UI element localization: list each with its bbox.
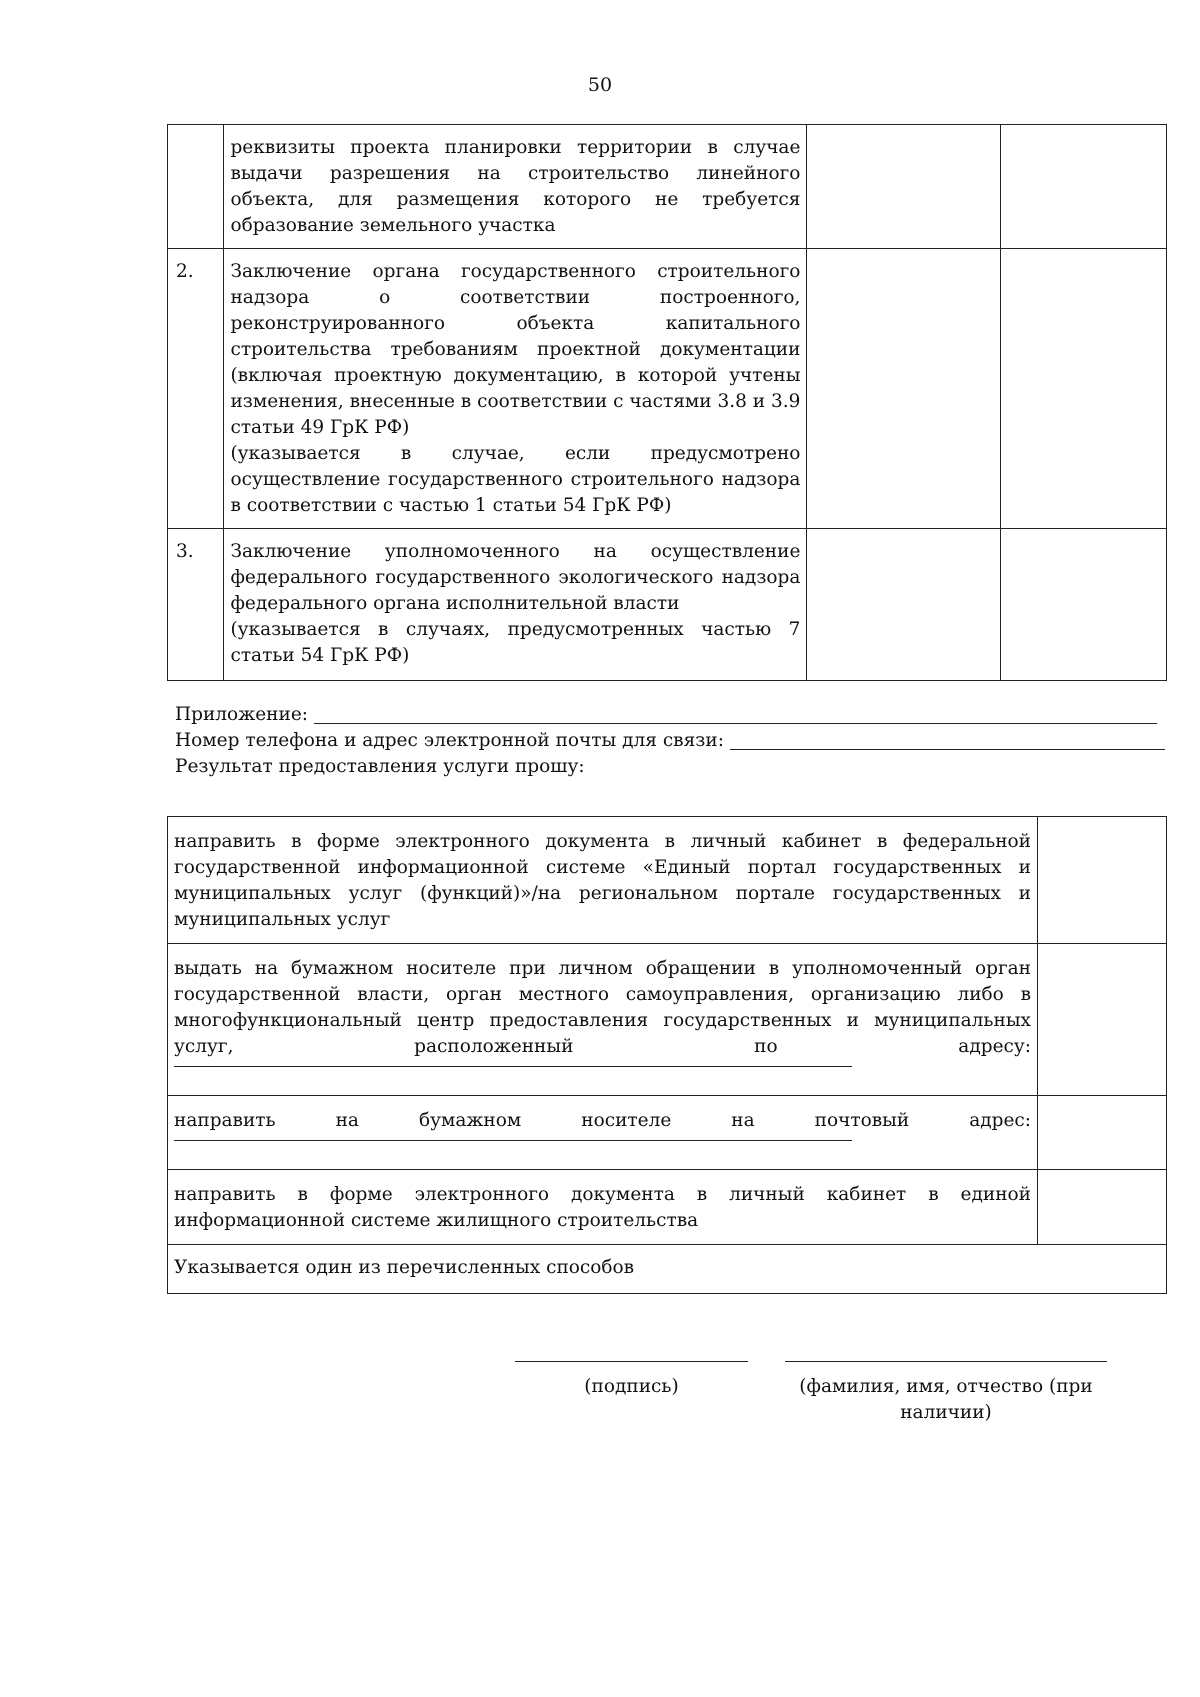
table-row <box>168 1170 1167 1245</box>
result-option-housing-system: направить в форме электронного документа в личный кабинет в единой информационной системе жилищного строительства <box>168 1170 1038 1245</box>
result-label: Результат предоставления услуги прошу: <box>175 756 585 777</box>
documents-table <box>167 124 1167 681</box>
page-number: 50 <box>587 74 613 96</box>
result-option-paper-mail: направить на бумажном носителе на почтовый адрес: <box>168 1096 1038 1170</box>
result-options-table <box>167 816 1167 1294</box>
row-details-cell[interactable] <box>807 529 1001 681</box>
result-option-checkbox[interactable] <box>1038 944 1167 1096</box>
signature-label: (подпись) <box>584 1376 679 1397</box>
table-row <box>168 944 1167 1096</box>
table-row <box>168 529 1167 681</box>
row-details-cell[interactable] <box>807 125 1001 249</box>
attachment-field[interactable] <box>314 723 1157 724</box>
row-number: 2. <box>168 249 224 529</box>
full-name-label-line1: (фамилия, имя, отчество (при <box>799 1376 1093 1397</box>
row-description: Заключение уполномоченного на осуществление федерального государственного экологического надзора федерального органа исполнительной власти (указывается в случаях, предусмотренных частью 7 статьи 54 ГрК РФ) <box>224 529 807 681</box>
row-description: реквизиты проекта планировки территории в случае выдачи разрешения на строительство линейного объекта, для размещения которого не требуется образование земельного участка <box>224 125 807 249</box>
row-details-cell[interactable] <box>807 249 1001 529</box>
table-row <box>168 125 1167 249</box>
signature-line[interactable] <box>515 1361 748 1362</box>
result-row <box>175 754 1165 780</box>
full-name-label-line2: наличии) <box>900 1402 992 1423</box>
row-description: Заключение органа государственного строительного надзора о соответствии построенного, реконструированного объекта капитального строительства требованиям проектной документации (включая проектную документацию, в которой учтены изменения, внесенные в соответствии с частями 3.8 и 3.9 статьи 49 ГрК РФ) (указывается в случае, если предусмотрено осуществление государственного строительного надзора в соответствии с частью 1 статьи 54 ГрК РФ) <box>224 249 807 529</box>
attachment-label: Приложение: <box>175 704 309 725</box>
full-name-block <box>785 1361 1107 1426</box>
result-option-checkbox[interactable] <box>1038 1170 1167 1245</box>
table-row <box>168 1096 1167 1170</box>
result-option-paper-in-person: выдать на бумажном носителе при личном обращении в уполномоченный орган государственной власти, орган местного самоуправления, организацию либо в многофункциональный центр предоставления государственных и муниципальных услуг, расположенный по адресу: <box>168 944 1038 1096</box>
signature-block <box>515 1361 748 1400</box>
contact-row <box>175 728 1165 754</box>
contact-field[interactable] <box>730 749 1165 750</box>
table-row <box>168 1245 1167 1294</box>
row-remarks-cell[interactable] <box>1001 249 1167 529</box>
result-option-electronic-portal: направить в форме электронного документа в личный кабинет в федеральной государственной информационной системе «Единый портал государственных и муниципальных услуг (функций)»/на региональном портале государственных и муниципальных услуг <box>168 817 1038 944</box>
full-name-line[interactable] <box>785 1361 1107 1362</box>
row-number <box>168 125 224 249</box>
row-number: 3. <box>168 529 224 681</box>
result-option-checkbox[interactable] <box>1038 817 1167 944</box>
result-note: Указывается один из перечисленных способов <box>168 1245 1167 1294</box>
table-row <box>168 817 1167 944</box>
table-row <box>168 249 1167 529</box>
application-fields <box>175 702 1165 780</box>
result-option-checkbox[interactable] <box>1038 1096 1167 1170</box>
contact-label: Номер телефона и адрес электронной почты для связи: <box>175 730 724 751</box>
row-remarks-cell[interactable] <box>1001 125 1167 249</box>
address-field[interactable] <box>174 1066 852 1067</box>
row-remarks-cell[interactable] <box>1001 529 1167 681</box>
postal-address-field[interactable] <box>174 1140 852 1141</box>
attachment-row <box>175 702 1165 728</box>
